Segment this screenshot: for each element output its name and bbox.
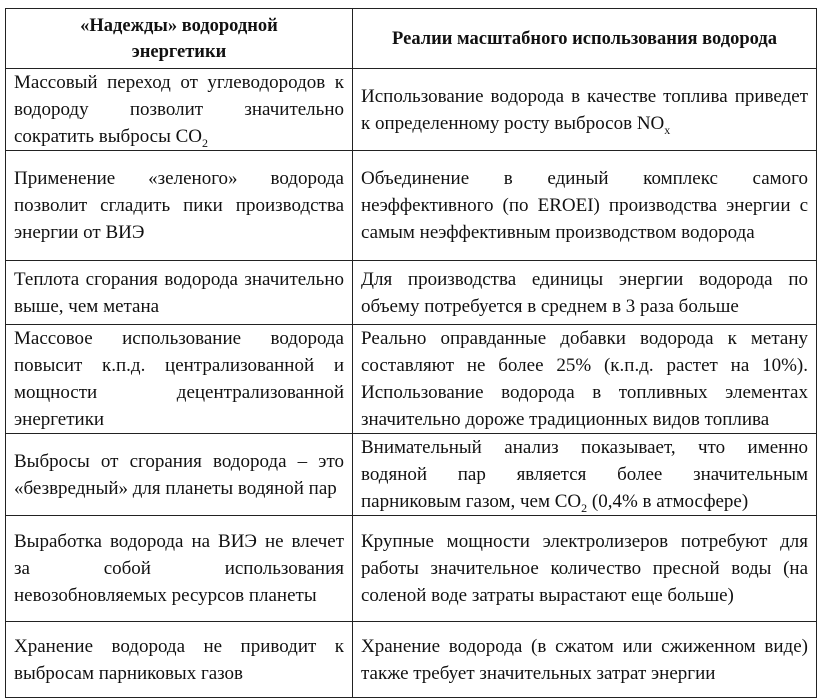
- hope-cell: Применение «зеленого» водорода позволит сгладить пики производства энергии от ВИЭ: [6, 151, 353, 261]
- table-row: [6, 434, 817, 516]
- reality-cell: Использование водорода в качестве топлива приведет к определенному росту выбросов $NO_x$: [353, 69, 817, 151]
- reality-cell: Для производства единицы энергии водорода по объему потребуется в среднем в 3 раза больше: [353, 261, 817, 325]
- header-realities: Реалии масштабного использования водорода: [353, 9, 817, 69]
- hope-cell: Массовое использование водорода повысит к.п.д. централизованной и мощности децентрализованной энергетики: [6, 325, 353, 434]
- reality-cell: Объединение в единый комплекс самого неэффективного (по EROEI) производства энергии с самым неэффективным производством водорода: [353, 151, 817, 261]
- hope-cell: Хранение водорода не приводит к выбросам парниковых газов: [6, 622, 353, 698]
- table-row: [6, 151, 817, 261]
- hope-cell: Теплота сгорания водорода значительно выше, чем метана: [6, 261, 353, 325]
- hope-cell: Массовый переход от углеводородов к водороду позволит значительно сократить выбросы $CO_2$: [6, 69, 353, 151]
- hope-cell: Выработка водорода на ВИЭ не влечет за собой использования невозобновляемых ресурсов планеты: [6, 516, 353, 622]
- reality-cell: Крупные мощности электролизеров потребуют для работы значительное количество пресной воды (на соленой воде затраты вырастают еще больше): [353, 516, 817, 622]
- reality-cell: Хранение водорода (в сжатом или сжиженном виде) также требует значительных затрат энергии: [353, 622, 817, 698]
- table-row: [6, 325, 817, 434]
- reality-cell: Реально оправданные добавки водорода к метану составляют не более 25% (к.п.д. растет на 10%). Использование водорода в топливных элементах значительно дороже традиционных видов топлива: [353, 325, 817, 434]
- header-row: [6, 9, 817, 69]
- table-row: [6, 69, 817, 151]
- reality-cell: Внимательный анализ показывает, что именно водяной пар является более значительным парниковым газом, чем $CO_2$ (0,4% в атмосфере): [353, 434, 817, 516]
- comparison-table: [5, 8, 817, 698]
- table-row: [6, 622, 817, 698]
- header-hopes: «Надежды» водородной энергетики: [6, 9, 353, 69]
- table-row: [6, 261, 817, 325]
- hope-cell: Выбросы от сгорания водорода – это «безвредный» для планеты водяной пар: [6, 434, 353, 516]
- table-row: [6, 516, 817, 622]
